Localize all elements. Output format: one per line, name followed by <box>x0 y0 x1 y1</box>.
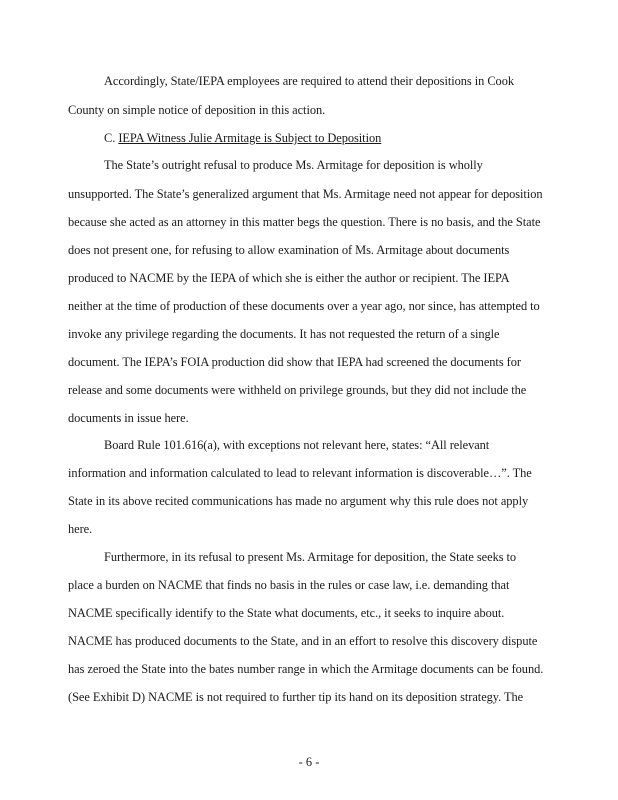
para3-line-1: Furthermore, in its refusal to present Ms. Armitage for deposition, the State seeks to <box>104 550 517 564</box>
intro-line-2: County on simple notice of deposition in this action. <box>68 103 326 117</box>
section-heading <box>104 130 381 146</box>
para1-line-5: produced to NACME by the IEPA of which she is either the author or recipient. The IEPA <box>68 271 510 285</box>
section-heading-prefix: C. <box>104 131 119 145</box>
page-number: - 6 - <box>298 755 320 769</box>
para1-line-1: The State’s outright refusal to produce Ms. Armitage for deposition is wholly <box>104 158 483 172</box>
para2-line-2: information and information calculated to lead to relevant information is discoverable…”. The <box>68 466 532 480</box>
para3-line-4: NACME has produced documents to the State, and in an effort to resolve this discovery dispute <box>68 634 538 648</box>
para1-line-3: because she acted as an attorney in this matter begs the question. There is no basis, and the State <box>68 215 541 229</box>
section-heading-text: IEPA Witness Julie Armitage is Subject to Deposition <box>118 131 382 145</box>
para3-line-6: (See Exhibit D) NACME is not required to further tip its hand on its deposition strategy. The <box>68 690 524 704</box>
para1-line-6: neither at the time of production of these documents over a year ago, nor since, has attempted to <box>68 299 540 313</box>
intro-line-1: Accordingly, State/IEPA employees are required to attend their depositions in Cook <box>104 74 514 88</box>
para3-line-3: NACME specifically identify to the State what documents, etc., it seeks to inquire about. <box>68 606 505 620</box>
para2-line-4: here. <box>68 522 93 536</box>
para1-line-9: release and some documents were withheld on privilege grounds, but they did not include the <box>68 383 527 397</box>
para2-line-3: State in its above recited communications has made no argument why this rule does not apply <box>68 494 529 508</box>
para1-line-2: unsupported. The State’s generalized argument that Ms. Armitage need not appear for deposition <box>68 187 543 201</box>
para1-line-7: invoke any privilege regarding the documents. It has not requested the return of a single <box>68 327 500 341</box>
para3-line-2: place a burden on NACME that finds no basis in the rules or case law, i.e. demanding that <box>68 578 510 592</box>
para2-line-1: Board Rule 101.616(a), with exceptions not relevant here, states: “All relevant <box>104 438 490 452</box>
para1-line-8: document. The IEPA’s FOIA production did show that IEPA had screened the documents for <box>68 355 521 369</box>
para1-line-4: does not present one, for refusing to allow examination of Ms. Armitage about documents <box>68 243 510 257</box>
para3-line-5: has zeroed the State into the bates number range in which the Armitage documents can be found. <box>68 662 544 676</box>
para1-line-10: documents in issue here. <box>68 411 189 425</box>
